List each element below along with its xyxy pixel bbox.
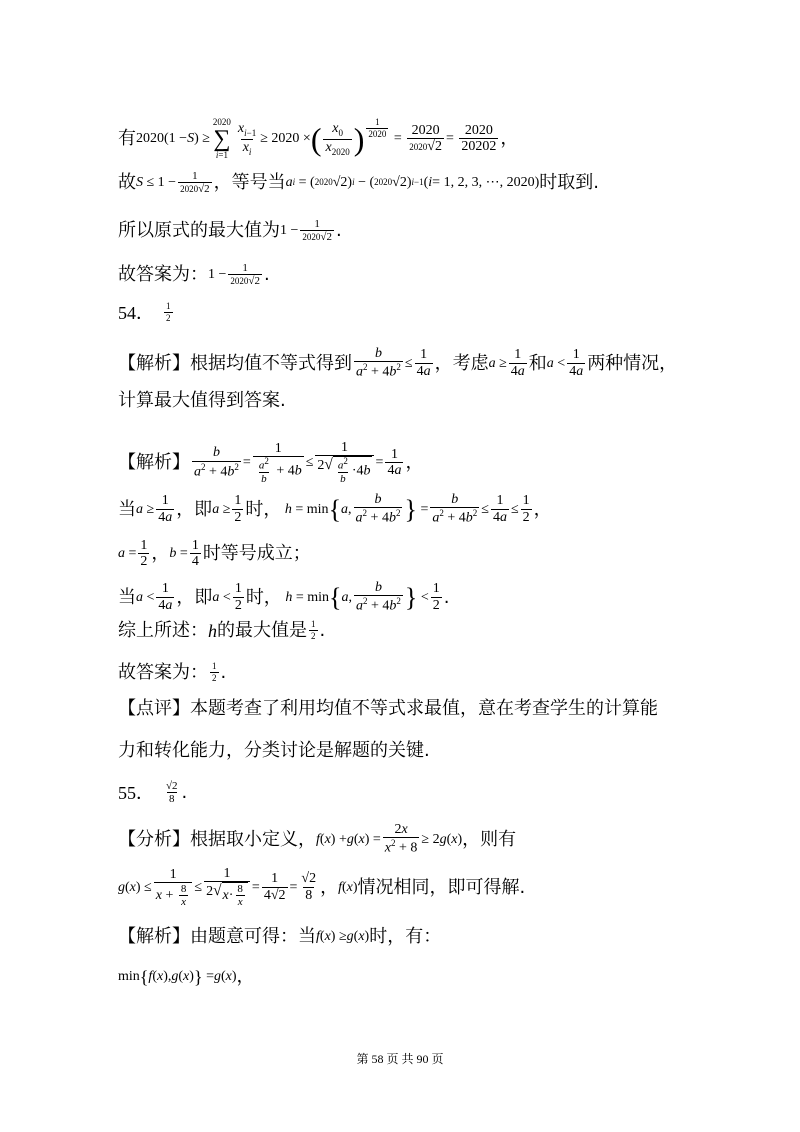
line-18: g ( x ) ≤ 1 x + $\frac{8}{x}$ ≤ 1 2 √ x· $\frac{8}{x}$ = $\frac{1}{4√2}$ = $\frac{√2}{8}$ ， f ( x ) 情况相同，即可得解. (118, 866, 526, 909)
question-54-header: 54． $\frac{1}{2}$ (118, 302, 740, 323)
line-3: 所以原式的最大值为 1 − $\frac{1}{2020√2}$ . (118, 218, 342, 244)
formula-18: $\frac{1}{2}$ (311, 619, 316, 641)
question-55-header: 55． $\frac{√2}{8}$ . (118, 780, 188, 806)
line-10: a = $\frac{1}{2}$ ， b = $\frac{1}{4}$ 时等号成立； (118, 538, 311, 570)
formula-17: h = min { a , $\frac{b}{a^2 + 4b^2}$ } < $\frac{1}{2}$ (285, 580, 440, 615)
line-14: 【点评】本题考查了利用均值不等式求最值，意在考查学生的计算能 (118, 698, 658, 719)
answer-54: $\frac{1}{2}$ (166, 301, 171, 323)
formula-13: a = $\frac{1}{2}$ (118, 538, 148, 570)
line-15: 力和转化能力，分类讨论是解题的关键. (118, 740, 430, 761)
formula-15: a < $\frac{1}{4a}$ (136, 581, 173, 613)
line-12: 综上所述： h 的最大值是 $\frac{1}{2}$ . (118, 619, 326, 641)
line-11: 当 a < $\frac{1}{4a}$ ，即 a < $\frac{1}{2}$ 时， h = min { a , $\frac{b}{a^2 + 4b^2}$ } < $\frac{1}{2}$ . (118, 580, 450, 615)
formula-20: f ( x ) + g ( x ) = $\frac{2x}{x^2 + 8}$ ≥ 2 g ( x ) (316, 822, 463, 857)
line-7: 计算最大值得到答案. (118, 390, 286, 411)
line-6: 【解析】根据均值不等式得到 $\frac{b}{a^2 + 4b^2}$ ≤ $\frac{1}{4a}$ ，考虑 a ≥ $\frac{1}{4a}$ 和 a < $\frac{1}{4a}$ 两种情况， (118, 346, 678, 381)
formula-22: f ( x ) (338, 879, 358, 895)
formula-2: S ≤ 1 − $\frac{1}{2020√2}$ (136, 170, 210, 196)
formula-1: 2020(1 − S ) ≥ 2020 ∑ i=1 $\frac{x_{i-1}}{x_i}$ ≥ 2020 × ( $\frac{x_0}{x_{2020}}$ ) $\frac{1}{2020}$ = $\frac{2020}{2020√2}$ = $\frac{2020}{20202}$ (136, 117, 497, 160)
line-17: 【分析】根据取小定义， f ( x ) + g ( x ) = $\frac{2x}{x^2 + 8}$ ≥ 2 g ( x ) ，则有 (118, 822, 517, 857)
line-20: min { f ( x ), g ( x ) } = g ( x ) ， (118, 966, 255, 987)
line-8: 【解析】 $\frac{b}{a^2 + 4b^2}$ = 1 $\frac{a^2}{b}$ + 4b ≤ 1 2 √ $\frac{a^2}{b}$ ·4b = $\frac{1}{4a}$ ， (118, 440, 424, 486)
formula-10: a ≥ $\frac{1}{4a}$ (136, 493, 173, 525)
line-2: 故 S ≤ 1 − $\frac{1}{2020√2}$ ，等号当 a i = ( 2020 √2) i − ( 2020 √2) i−1 ( i = 1, 2, 3, ⋯, 2020) 时取到. (118, 170, 599, 196)
formula-3: a i = ( 2020 √2) i − ( 2020 √2) i−1 ( i = 1, 2, 3, ⋯, 2020) (285, 174, 540, 190)
formula-8: a < $\frac{1}{4a}$ (546, 347, 584, 379)
formula-24: min { f ( x ), g ( x ) } = g ( x ) (118, 967, 237, 987)
line-13: 故答案为： $\frac{1}{2}$ . (118, 661, 227, 683)
formula-9: $\frac{b}{a^2 + 4b^2}$ = 1 $\frac{a^2}{b}$ + 4b ≤ 1 2 √ $\frac{a^2}{b}$ ·4b = $\frac{1}{4a}$ (194, 440, 402, 486)
formula-11: a ≥ $\frac{1}{2}$ (212, 493, 242, 525)
line-9: 当 a ≥ $\frac{1}{4a}$ ，即 a ≥ $\frac{1}{2}$ 时， h = min { a , $\frac{b}{a^2 + 4b^2}$ } = $\frac{b}{a^2 + 4b^2}$ ≤ $\frac{1}{4a}$ ≤ $\frac{1}{2}$ ， (118, 492, 552, 527)
formula-6: $\frac{b}{a^2 + 4b^2}$ ≤ $\frac{1}{4a}$ (356, 346, 431, 381)
formula-5: 1 − $\frac{1}{2020√2}$ (208, 262, 260, 288)
answer-55: $\frac{√2}{8}$ (166, 780, 178, 806)
line-19: 【解析】由题意可得：当 f ( x ) ≥ g ( x ) 时，有： (118, 926, 442, 947)
formula-14: b = $\frac{1}{4}$ (169, 538, 199, 570)
page-footer: 第 58 页 共 90 页 (356, 1052, 444, 1066)
line-4: 故答案为： 1 − $\frac{1}{2020√2}$ . (118, 262, 270, 288)
formula-21: g ( x ) ≤ 1 x + $\frac{8}{x}$ ≤ 1 2 √ x· $\frac{8}{x}$ = $\frac{1}{4√2}$ = $\frac{√2}{8}$ (118, 866, 317, 909)
formula-4: 1 − $\frac{1}{2020√2}$ (280, 218, 332, 244)
formula-19: $\frac{1}{2}$ (212, 661, 217, 683)
formula-12: h = min { a , $\frac{b}{a^2 + 4b^2}$ } = $\frac{b}{a^2 + 4b^2}$ ≤ $\frac{1}{4a}$ ≤ $\frac{1}{2}$ (284, 492, 530, 527)
line-1: 有 2020(1 − S ) ≥ 2020 ∑ i=1 $\frac{x_{i-1}}{x_i}$ ≥ 2020 × ( $\frac{x_0}{x_{2020}}$ ) $\frac{1}{2020}$ = $\frac{2020}{2020√2}$ = $\frac{2020}{20202}$ ， (118, 117, 519, 160)
formula-23: f ( x ) ≥ g ( x ) (316, 929, 370, 944)
formula-16: a < $\frac{1}{2}$ (212, 581, 242, 613)
formula-7: a ≥ $\frac{1}{4a}$ (488, 347, 525, 379)
